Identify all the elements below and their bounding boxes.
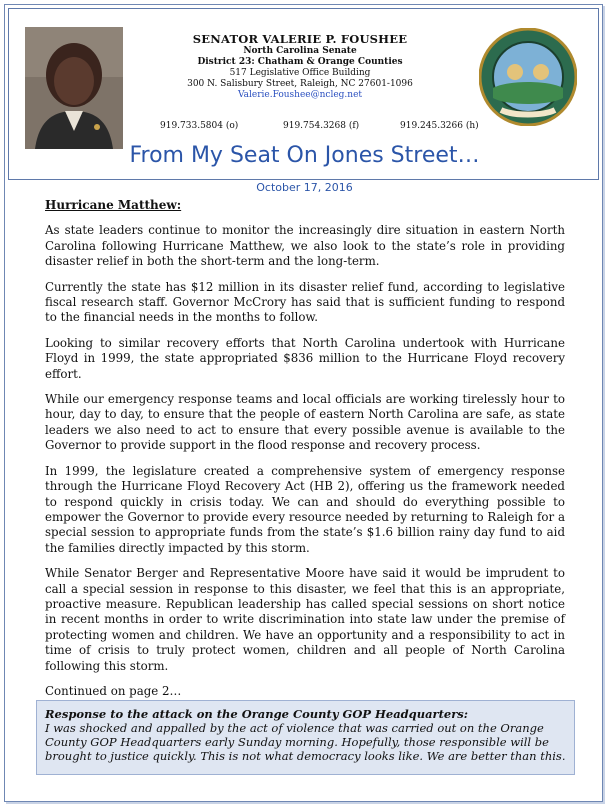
paragraph: In 1999, the legislature created a comprehensive system of emergency response through the Hurricane Floyd Recovery Act (HB 2), offering us the framework needed to respond quickly in crisis today. We can and should do everything possible to empower the Governor to provide every resource needed by returning to Raleigh for a special session to appropriate funds from the state’s $1.6 billion rainy day fund to aid the families directly impacted by this storm. [45, 463, 565, 555]
address: 300 N. Salisbury Street, Raleigh, NC 27601-1096 [187, 79, 413, 89]
paragraph: Looking to similar recovery efforts that North Carolina undertook with Hurricane Floyd in 1999, the state appropriated $836 million to the Hurricane Floyd recovery effort. [45, 335, 565, 381]
email-link[interactable]: Valerie.Foushee@ncleg.net [237, 90, 363, 100]
callout-body: I was shocked and appalled by the act of violence that was carried out on the Orange County GOP Headquarters early Sunday morning. Hopefully, those responsible will be brought to justice quickly. This is not what democracy looks like. We are better than this. [45, 721, 566, 763]
callout-title: Response to the attack on the Orange County GOP Headquarters: [45, 707, 469, 721]
article [45, 198, 565, 709]
senator-photo [25, 27, 123, 149]
district: District 23: Chatham & Orange Counties [197, 57, 403, 67]
paragraph: Currently the state has $12 million in its disaster relief fund, according to legislative fiscal research staff. Governor McCrory has said that is sufficient funding to respond to the financial needs in the months to follow. [45, 279, 565, 325]
phone-fax: 919.754.3268 (f) [283, 121, 360, 131]
continued-note: Continued on page 2… [45, 683, 182, 698]
chamber: North Carolina Senate [243, 46, 357, 56]
contact-block [130, 32, 470, 101]
senator-name: SENATOR VALERIE P. FOUSHEE [192, 32, 408, 46]
paragraph: While our emergency response teams and local officials are working tirelessly hour to hour, day to day, to ensure that the people of eastern North Carolina are safe, as state leaders we also need to act to ensure that every possible avenue is available to the Governor to provide support in the flood response and recovery process. [45, 392, 565, 453]
phone-office: 919.733.5804 (o) [160, 121, 239, 131]
paragraph: While Senator Berger and Representative Moore have said it would be imprudent to call a special session in response to this disaster, we feel that this is an appropriate, proactive measure. Republican leadership has called special sessions on short notice in recent months in order to write discrimination into state law under the premise of protecting women and children. We have an opportunity and a responsibility to act in time of crisis to truly protect women, children and all people of North Carolina following this storm. [45, 566, 565, 673]
section-title: Hurricane Matthew: [45, 198, 182, 212]
state-seal [479, 28, 577, 126]
masthead-title: From My Seat On Jones Street… [129, 143, 480, 168]
phone-home: 919.245.3266 (h) [400, 121, 479, 131]
callout-box [36, 700, 575, 775]
paragraph: As state leaders continue to monitor the increasingly dire situation in eastern North Carolina following Hurricane Matthew, we also look to the state’s role in providing disaster relief in both the short-term and the long-term. [45, 223, 565, 269]
office: 517 Legislative Office Building [229, 68, 371, 78]
publish-date: October 17, 2016 [256, 181, 353, 194]
